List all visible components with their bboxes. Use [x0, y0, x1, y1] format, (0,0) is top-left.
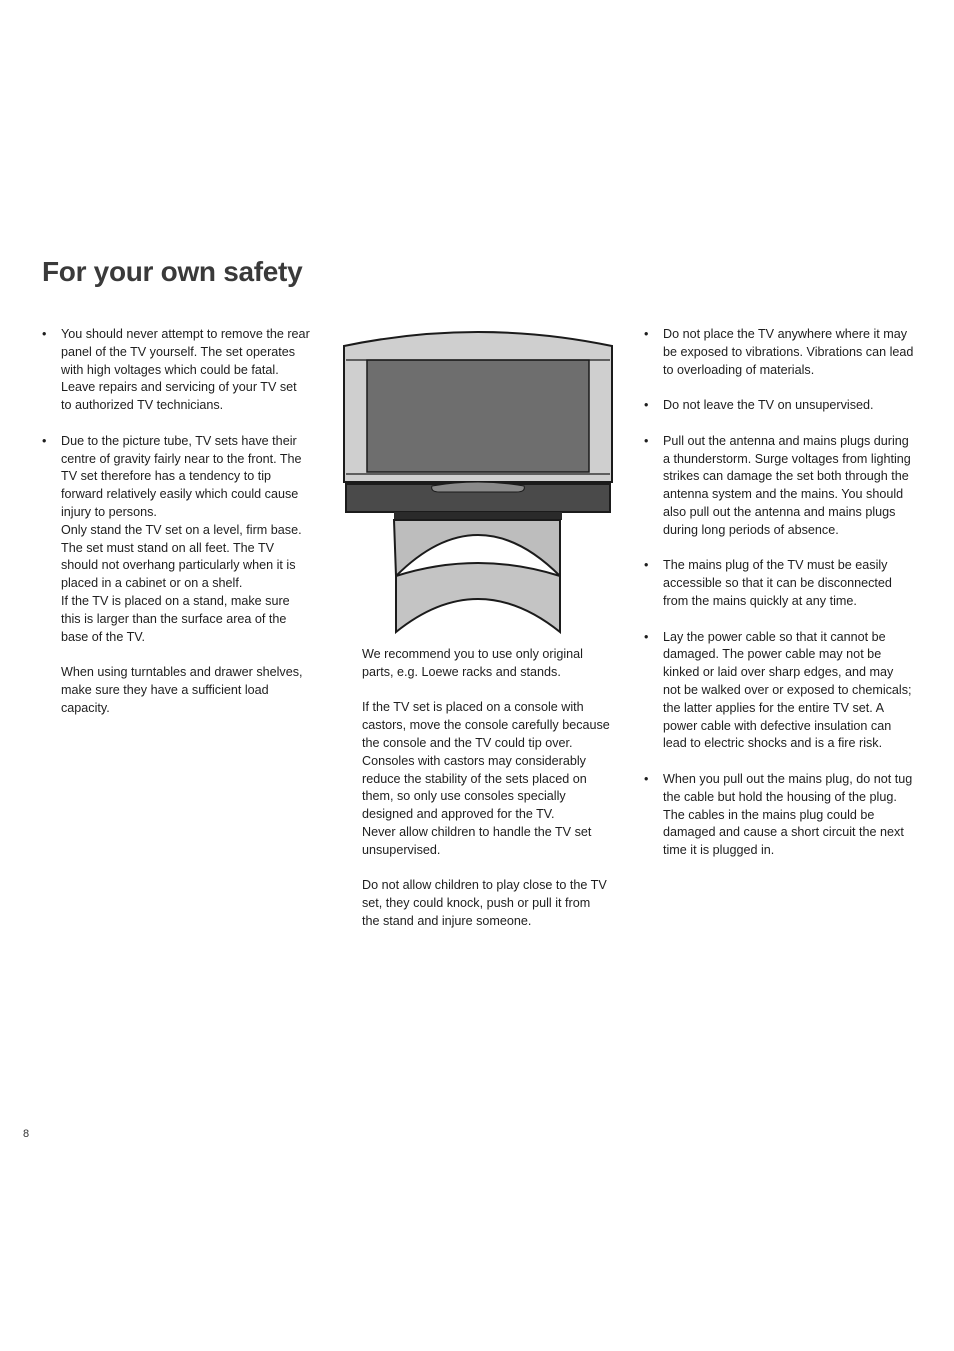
page-title: For your own safety	[42, 256, 303, 287]
safety-item	[644, 771, 914, 860]
safety-item	[644, 557, 914, 610]
left-column	[42, 326, 310, 735]
page-number: 8	[23, 1128, 30, 1140]
bullet-icon: •	[644, 398, 649, 413]
right-column	[644, 326, 914, 878]
item-text: When you pull out the mains plug, do not tug the cable but hold the housing of the plug. The cables in the mains plug could be damaged and cause a short circuit the next time it is plugged in.	[663, 771, 913, 858]
body-text: Consoles with castors may considerably reduce the stability of the sets placed on them, so only use consoles specially designed and approved for the TV.	[362, 753, 587, 822]
item-text: Due to the picture tube, TV sets have their centre of gravity fairly near to the front. The TV set therefore has a tendency to tip forward relatively easily which could cause injury to persons.	[61, 433, 302, 519]
bullet-icon: •	[644, 433, 649, 448]
bullet-icon: •	[42, 327, 47, 341]
safety-item	[644, 326, 914, 379]
bullet-icon: •	[644, 629, 649, 644]
tv-on-stand-icon	[340, 322, 616, 638]
item-text: When using turntables and drawer shelves, make sure they have a sufficient load capacity.	[61, 665, 303, 715]
paragraph-gap	[362, 682, 610, 700]
bullet-icon: •	[644, 558, 649, 573]
bullet-icon: •	[644, 327, 649, 341]
item-text: If the TV is placed on a stand, make sure this is larger than the surface area of the base of the TV.	[61, 593, 290, 644]
body-text: Do not allow children to play close to the TV set, they could knock, push or pull it from the stand and injure someone.	[362, 878, 607, 928]
body-text: If the TV set is placed on a console with castors, move the console carefully because the console and the TV could tip over.	[362, 700, 610, 750]
body-text: We recommend you to use only original parts, e.g. Loewe racks and stands.	[362, 647, 583, 679]
paragraph-gap	[362, 860, 610, 878]
safety-item	[42, 326, 310, 415]
middle-column	[362, 646, 610, 931]
safety-item	[644, 397, 914, 415]
item-text: You should never attempt to remove the rear panel of the TV yourself. The set operates with high voltages which could be fatal. Leave repairs and servicing of your TV set to authorized TV technicians.	[61, 327, 310, 413]
item-text: The mains plug of the TV must be easily accessible so that it can be disconnected from the mains quickly at any time.	[663, 558, 892, 608]
item-text: Lay the power cable so that it cannot be damaged. The power cable may not be kinked or laid over sharp edges, and may not be walked over or exposed to chemicals; the latter applies for the entire TV set. A power cable with defective insulation can lead to electric shocks and is a fire risk.	[663, 629, 912, 751]
item-text: Pull out the antenna and mains plugs during a thunderstorm. Surge voltages from lighting strikes can damage the set both through the antenna system and the mains. You should also pull out the antenna and mains plugs during long periods of absence.	[663, 433, 911, 537]
bullet-icon: •	[42, 433, 47, 448]
paragraph-gap	[61, 646, 310, 664]
safety-item	[42, 433, 310, 718]
safety-item	[644, 433, 914, 540]
item-text: Do not place the TV anywhere where it may be exposed to vibrations. Vibrations can lead to overloading of materials.	[663, 327, 914, 377]
body-text: Never allow children to handle the TV set unsupervised.	[362, 824, 592, 857]
safety-item	[644, 629, 914, 754]
item-text: Do not leave the TV on unsupervised.	[663, 398, 874, 413]
bullet-icon: •	[644, 771, 649, 786]
item-text: Only stand the TV set on a level, firm base. The set must stand on all feet. The TV should not overhang particularly when it is placed in a cabinet or on a shelf.	[61, 522, 302, 591]
